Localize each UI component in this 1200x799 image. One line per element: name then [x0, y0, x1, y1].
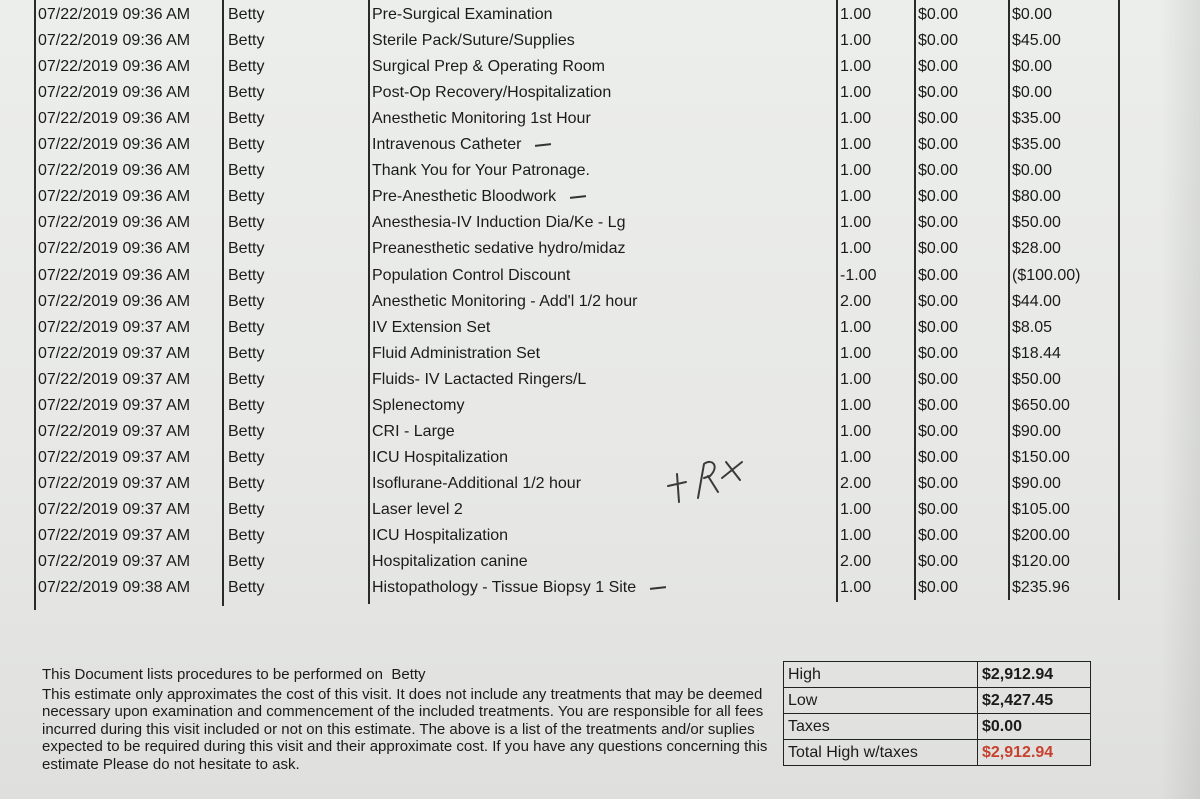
item-total: $200.00: [1012, 527, 1070, 544]
item-total: $80.00: [1012, 188, 1061, 206]
table-row: [0, 419, 1200, 445]
item-description: Post-Op Recovery/Hospitalization: [372, 84, 612, 102]
item-price: $0.00: [918, 240, 959, 258]
item-qty: 1.00: [840, 110, 872, 128]
item-patient: Betty: [228, 162, 265, 180]
item-qty: 1.00: [840, 500, 872, 518]
item-qty: 1.00: [840, 422, 872, 440]
item-patient: Betty: [228, 579, 265, 597]
item-patient: Betty: [228, 32, 265, 50]
item-qty: 1.00: [840, 370, 872, 388]
item-qty: 1.00: [840, 32, 872, 50]
item-date: 07/22/2019 09:36 AM: [38, 240, 191, 258]
item-patient: Betty: [228, 422, 265, 440]
taxes-label: Taxes: [784, 714, 978, 740]
item-patient: Betty: [228, 527, 265, 544]
item-total: $0.00: [1012, 58, 1053, 76]
item-description: Splenectomy: [372, 396, 465, 414]
estimate-footer-note: [42, 666, 772, 773]
handwritten-note-text: + Rx: [660, 448, 663, 449]
item-price: $0.00: [918, 370, 959, 388]
item-description: IV Extension Set: [372, 318, 491, 336]
item-description: ICU Hospitalization: [372, 527, 509, 544]
item-qty: 1.00: [840, 396, 872, 414]
item-patient: Betty: [228, 110, 265, 128]
item-qty: 1.00: [840, 579, 872, 597]
item-date: 07/22/2019 09:37 AM: [38, 553, 191, 571]
item-patient: Betty: [228, 292, 265, 310]
item-patient: Betty: [228, 553, 265, 571]
table-row: [0, 2, 1200, 28]
item-qty: 2.00: [840, 292, 872, 310]
item-date: 07/22/2019 09:37 AM: [38, 448, 191, 466]
item-patient: Betty: [228, 500, 265, 518]
item-date: 07/22/2019 09:37 AM: [38, 422, 191, 440]
item-patient: Betty: [228, 318, 265, 336]
item-total: $650.00: [1012, 396, 1070, 414]
table-row: [0, 132, 1200, 158]
item-price: $0.00: [918, 58, 959, 76]
item-price: $0.00: [918, 292, 959, 310]
item-qty: -1.00: [840, 266, 877, 284]
item-qty: 1.00: [840, 188, 872, 206]
item-price: $0.00: [918, 136, 959, 154]
table-row: [0, 575, 1200, 601]
item-description: Thank You for Your Patronage.: [372, 162, 590, 180]
table-row: [0, 471, 1200, 497]
item-description: Population Control Discount: [372, 266, 571, 284]
item-qty: 1.00: [840, 318, 872, 336]
table-row: [0, 289, 1200, 315]
item-date: 07/22/2019 09:37 AM: [38, 500, 191, 518]
item-qty: 1.00: [840, 240, 872, 258]
item-description: Isoflurane-Additional 1/2 hour: [372, 474, 582, 492]
item-price: $0.00: [918, 188, 959, 206]
item-description: Anesthesia-IV Induction Dia/Ke - Lg: [372, 214, 626, 232]
table-row: [0, 80, 1200, 106]
table-row: [0, 315, 1200, 341]
item-date: 07/22/2019 09:36 AM: [38, 266, 191, 284]
item-price: $0.00: [918, 318, 959, 336]
summary-row-high: [784, 662, 1091, 688]
item-total: $18.44: [1012, 344, 1061, 362]
item-price: $0.00: [918, 448, 959, 466]
table-row: [0, 393, 1200, 419]
item-date: 07/22/2019 09:37 AM: [38, 474, 191, 492]
table-row: [0, 523, 1200, 549]
item-date: 07/22/2019 09:36 AM: [38, 214, 191, 232]
procedures-label: This Document lists procedures to be performed on: [42, 666, 383, 683]
item-total: $235.96: [1012, 579, 1070, 597]
table-row: [0, 236, 1200, 262]
item-description: Fluids- IV Lactacted Ringers/L: [372, 370, 587, 388]
estimate-summary-table: [783, 661, 1091, 766]
item-qty: 1.00: [840, 84, 872, 102]
item-date: 07/22/2019 09:36 AM: [38, 6, 191, 23]
item-price: $0.00: [918, 162, 959, 180]
item-date: 07/22/2019 09:36 AM: [38, 84, 191, 102]
item-patient: Betty: [228, 344, 265, 362]
table-row: [0, 28, 1200, 54]
item-price: $0.00: [918, 527, 959, 544]
item-qty: 1.00: [840, 448, 872, 466]
item-date: 07/22/2019 09:36 AM: [38, 110, 191, 128]
item-price: $0.00: [918, 553, 959, 571]
item-price: $0.00: [918, 344, 959, 362]
item-qty: 2.00: [840, 553, 872, 571]
high-value: $2,912.94: [978, 662, 1091, 688]
item-date: 07/22/2019 09:37 AM: [38, 370, 191, 388]
item-total: $90.00: [1012, 422, 1061, 440]
item-date: 07/22/2019 09:36 AM: [38, 32, 191, 50]
table-row: [0, 158, 1200, 184]
item-total: $0.00: [1012, 84, 1053, 102]
item-total: $28.00: [1012, 240, 1061, 258]
item-patient: Betty: [228, 6, 265, 23]
item-qty: 1.00: [840, 162, 872, 180]
table-row: [0, 497, 1200, 523]
table-row: [0, 106, 1200, 132]
table-row: [0, 263, 1200, 289]
item-date: 07/22/2019 09:38 AM: [38, 579, 191, 597]
item-description: Hospitalization canine: [372, 553, 528, 571]
estimate-disclaimer: This estimate only approximates the cost of this visit. It does not include any treatments that may be deemed necessary upon examination and commencement of the included treatments. You are responsible for all fees incurred during this visit included or not on this estimate. The above is a list of the treatments and/or suplies expected to be required during this visit and their approximate cost. If you have any questions concerning this estimate Please do not hesitate to ask.: [42, 685, 768, 773]
item-patient: Betty: [228, 136, 265, 154]
item-patient: Betty: [228, 474, 265, 492]
item-qty: 2.00: [840, 474, 872, 492]
item-patient: Betty: [228, 84, 265, 102]
table-row: [0, 210, 1200, 236]
item-date: 07/22/2019 09:36 AM: [38, 136, 191, 154]
item-description: Anesthetic Monitoring 1st Hour: [372, 110, 591, 128]
item-total: $150.00: [1012, 448, 1070, 466]
item-total: $35.00: [1012, 136, 1061, 154]
item-total: $35.00: [1012, 110, 1061, 128]
item-price: $0.00: [918, 84, 959, 102]
item-qty: 1.00: [840, 214, 872, 232]
item-patient: Betty: [228, 396, 265, 414]
item-description: Fluid Administration Set: [372, 344, 541, 362]
item-description: CRI - Large: [372, 422, 455, 440]
handwritten-rx-annotation: [660, 448, 760, 518]
total-label: Total High w/taxes: [784, 740, 978, 766]
table-row: [0, 341, 1200, 367]
low-value: $2,427.45: [978, 688, 1091, 714]
item-price: $0.00: [918, 32, 959, 50]
item-description: Pre-Surgical Examination: [372, 6, 553, 23]
item-patient: Betty: [228, 448, 265, 466]
item-description: Anesthetic Monitoring - Add'l 1/2 hour: [372, 292, 638, 310]
item-patient: Betty: [228, 370, 265, 388]
high-label: High: [784, 662, 978, 688]
item-date: 07/22/2019 09:36 AM: [38, 188, 191, 206]
item-date: 07/22/2019 09:36 AM: [38, 162, 191, 180]
procedures-line: [42, 666, 772, 684]
item-date: 07/22/2019 09:36 AM: [38, 58, 191, 76]
summary-row-taxes: [784, 714, 1091, 740]
item-qty: 1.00: [840, 58, 872, 76]
summary-row-low: [784, 688, 1091, 714]
item-total: $45.00: [1012, 32, 1061, 50]
item-description: Pre-Anesthetic Bloodwork: [372, 184, 586, 210]
item-price: $0.00: [918, 6, 959, 23]
item-qty: 1.00: [840, 527, 872, 544]
item-date: 07/22/2019 09:37 AM: [38, 318, 191, 336]
item-price: $0.00: [918, 579, 959, 597]
item-description: Laser level 2: [372, 500, 463, 518]
patient-name: Betty: [391, 666, 426, 683]
item-price: $0.00: [918, 474, 959, 492]
check-mark-icon: [650, 586, 666, 590]
table-row: [0, 184, 1200, 210]
item-total: $44.00: [1012, 292, 1061, 310]
item-date: 07/22/2019 09:36 AM: [38, 292, 191, 310]
item-patient: Betty: [228, 266, 265, 284]
item-total: $0.00: [1012, 6, 1053, 23]
item-patient: Betty: [228, 240, 265, 258]
item-date: 07/22/2019 09:37 AM: [38, 344, 191, 362]
item-price: $0.00: [918, 422, 959, 440]
table-row: [0, 549, 1200, 575]
item-total: $0.00: [1012, 162, 1053, 180]
item-total: $90.00: [1012, 474, 1061, 492]
item-description: Histopathology - Tissue Biopsy 1 Site: [372, 575, 666, 601]
item-patient: Betty: [228, 214, 265, 232]
check-mark-icon: [570, 195, 586, 199]
item-total: ($100.00): [1012, 266, 1081, 284]
check-mark-icon: [535, 143, 551, 147]
table-row: [0, 445, 1200, 471]
item-date: 07/22/2019 09:37 AM: [38, 527, 191, 544]
item-description: Preanesthetic sedative hydro/midaz: [372, 240, 626, 258]
item-qty: 1.00: [840, 136, 872, 154]
item-qty: 1.00: [840, 6, 872, 23]
item-total: $50.00: [1012, 370, 1061, 388]
item-description: Sterile Pack/Suture/Supplies: [372, 32, 575, 50]
item-description: ICU Hospitalization: [372, 448, 509, 466]
item-price: $0.00: [918, 266, 959, 284]
item-price: $0.00: [918, 110, 959, 128]
item-total: $120.00: [1012, 553, 1070, 571]
table-row: [0, 54, 1200, 80]
total-value: $2,912.94: [978, 740, 1091, 766]
item-total: $8.05: [1012, 318, 1053, 336]
item-date: 07/22/2019 09:37 AM: [38, 396, 191, 414]
item-price: $0.00: [918, 500, 959, 518]
low-label: Low: [784, 688, 978, 714]
item-total: $50.00: [1012, 214, 1061, 232]
taxes-value: $0.00: [978, 714, 1091, 740]
item-description: Intravenous Catheter: [372, 132, 551, 158]
item-patient: Betty: [228, 58, 265, 76]
item-price: $0.00: [918, 396, 959, 414]
item-patient: Betty: [228, 188, 265, 206]
item-price: $0.00: [918, 214, 959, 232]
item-description: Surgical Prep & Operating Room: [372, 58, 605, 76]
summary-row-total: [784, 740, 1091, 766]
item-qty: 1.00: [840, 344, 872, 362]
table-row: [0, 367, 1200, 393]
item-total: $105.00: [1012, 500, 1070, 518]
